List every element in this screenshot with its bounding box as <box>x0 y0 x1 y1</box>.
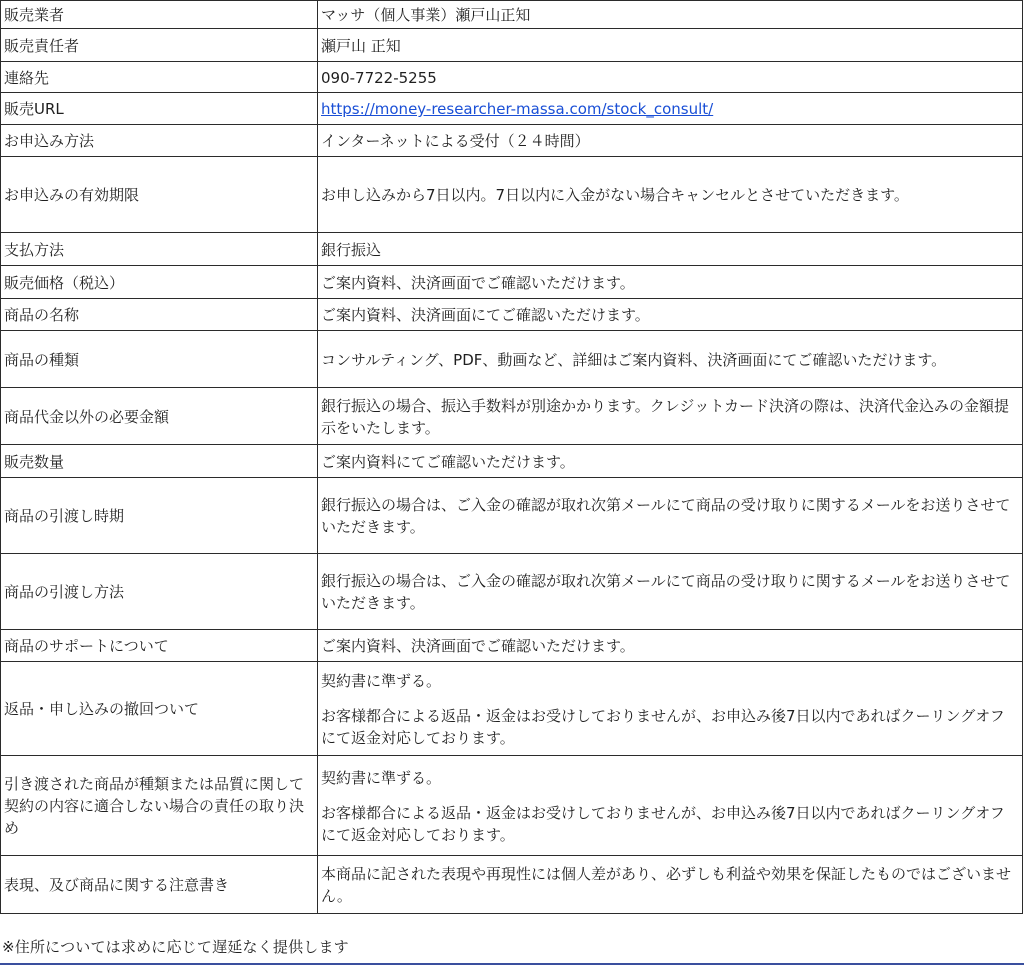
row-value: お申し込みから7日以内。7日以内に入金がない場合キャンセルとさせていただきます。 <box>318 157 1023 233</box>
row-value: ご案内資料、決済画面にてご確認いただけます。 <box>318 299 1023 331</box>
table-row <box>1 157 1023 233</box>
value-paragraph: お客様都合による返品・返金はお受けしておりませんが、お申込み後7日以内であればクーリングオフにて返金対応しております。 <box>321 803 1005 844</box>
row-label: 販売価格（税込） <box>1 266 318 299</box>
row-value: 銀行振込 <box>318 233 1023 266</box>
table-row <box>1 125 1023 157</box>
row-value <box>318 662 1023 756</box>
table-row <box>1 662 1023 756</box>
row-value: マッサ（個人事業）瀬戸山正知 <box>318 1 1023 29</box>
row-value: ご案内資料、決済画面でご確認いただけます。 <box>318 630 1023 662</box>
table-row <box>1 29 1023 62</box>
row-label: 商品の種類 <box>1 331 318 388</box>
row-label: 販売責任者 <box>1 29 318 62</box>
row-label: 販売URL <box>1 93 318 125</box>
table-row <box>1 630 1023 662</box>
row-value: 銀行振込の場合は、ご入金の確認が取れ次第メールにて商品の受け取りに関するメールをお送りさせていただきます。 <box>318 554 1023 630</box>
row-label: 商品の名称 <box>1 299 318 331</box>
row-label: 販売数量 <box>1 445 318 478</box>
table-row <box>1 856 1023 914</box>
row-value: インターネットによる受付（２４時間） <box>318 125 1023 157</box>
table-row <box>1 299 1023 331</box>
row-label: 商品の引渡し時期 <box>1 478 318 554</box>
row-value: コンサルティング、PDF、動画など、詳細はご案内資料、決済画面にてご確認いただけます。 <box>318 331 1023 388</box>
value-paragraph: お客様都合による返品・返金はお受けしておりませんが、お申込み後7日以内であればクーリングオフにて返金対応しております。 <box>321 706 1005 747</box>
divider <box>0 963 1024 965</box>
value-paragraph: 契約書に準ずる。 <box>321 768 442 787</box>
table-row <box>1 93 1023 125</box>
table-row <box>1 478 1023 554</box>
table-row <box>1 554 1023 630</box>
row-label: 商品のサポートについて <box>1 630 318 662</box>
table-row <box>1 756 1023 856</box>
row-value: 本商品に記された表現や再現性には個人差があり、必ずしも利益や効果を保証したものではございません。 <box>318 856 1023 914</box>
table-row <box>1 1 1023 29</box>
table-row <box>1 445 1023 478</box>
row-label: お申込み方法 <box>1 125 318 157</box>
row-value: 銀行振込の場合は、ご入金の確認が取れ次第メールにて商品の受け取りに関するメールをお送りさせていただきます。 <box>318 478 1023 554</box>
footer-note: ※住所については求めに応じて遅延なく提供します <box>2 938 349 956</box>
table-row <box>1 331 1023 388</box>
row-label: 商品代金以外の必要金額 <box>1 388 318 445</box>
row-label: お申込みの有効期限 <box>1 157 318 233</box>
row-value: 090-7722-5255 <box>318 62 1023 93</box>
row-value: 瀬戸山 正知 <box>318 29 1023 62</box>
sales-url-link[interactable]: https://money-researcher-massa.com/stock_consult/ <box>321 100 714 118</box>
row-value: ご案内資料にてご確認いただけます。 <box>318 445 1023 478</box>
value-paragraph: 契約書に準ずる。 <box>321 671 442 690</box>
row-value <box>318 756 1023 856</box>
row-label: 返品・申し込みの撤回ついて <box>1 662 318 756</box>
row-value <box>318 93 1023 125</box>
table-row <box>1 233 1023 266</box>
row-label: 支払方法 <box>1 233 318 266</box>
row-label: 販売業者 <box>1 1 318 29</box>
row-value: 銀行振込の場合、振込手数料が別途かかります。クレジットカード決済の際は、決済代金込みの金額提示をいたします。 <box>318 388 1023 445</box>
row-label: 連絡先 <box>1 62 318 93</box>
row-label: 表現、及び商品に関する注意書き <box>1 856 318 914</box>
table-row <box>1 388 1023 445</box>
row-label: 引き渡された商品が種類または品質に関して契約の内容に適合しない場合の責任の取り決め <box>1 756 318 856</box>
row-label: 商品の引渡し方法 <box>1 554 318 630</box>
table-row <box>1 266 1023 299</box>
row-value: ご案内資料、決済画面でご確認いただけます。 <box>318 266 1023 299</box>
table-row <box>1 62 1023 93</box>
